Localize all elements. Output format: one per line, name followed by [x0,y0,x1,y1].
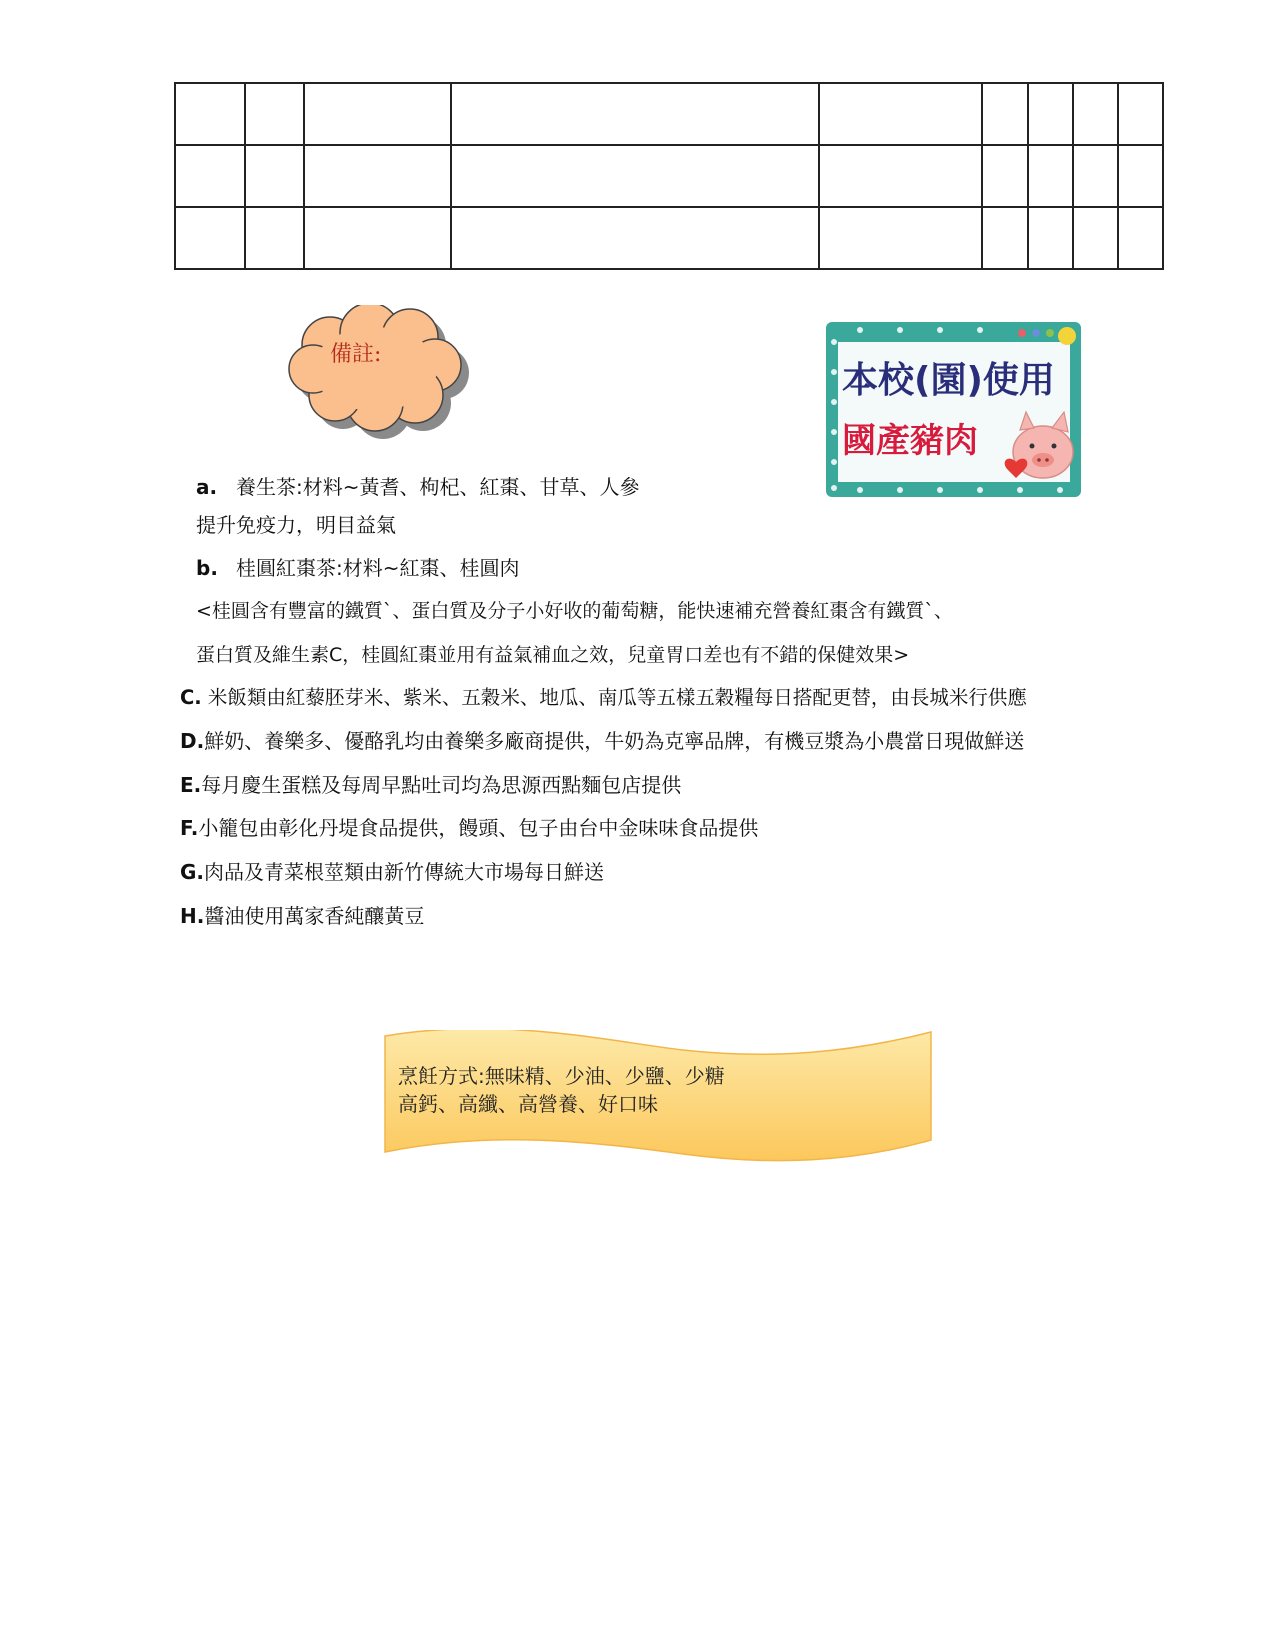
note-prefix: H. [180,904,205,928]
note-b [196,555,520,581]
note-text: 小籠包由彰化丹堤食品提供，饅頭、包子由台中金味味食品提供 [198,816,759,840]
note-e [180,772,681,798]
table-cell [304,207,450,269]
table-row [175,83,1163,145]
note-prefix: F. [180,816,199,840]
note-h [180,903,424,929]
cooking-line1: 烹飪方式:無味精、少油、少鹽、少糖 [398,1064,725,1088]
table-cell [982,83,1027,145]
table-cell [451,207,819,269]
cooking-text [398,1062,725,1118]
note-a [196,474,640,500]
note-d [180,728,1024,754]
table-cell [304,83,450,145]
table-cell [451,145,819,207]
note-prefix: b. [196,556,218,580]
badge-line1: 本校(園)使用 [842,360,1055,401]
table-cell [982,145,1027,207]
note-text: 每月慶生蛋糕及每周早點吐司均為思源西點麵包店提供 [201,773,682,797]
note-text: 養生茶:材料~黃耆、枸杞、紅棗、甘草、人參 [236,475,640,499]
table-cell [304,145,450,207]
note-text: 醬油使用萬家香純釀黃豆 [204,904,425,928]
note-prefix: D. [180,729,205,753]
table-cell [1118,83,1163,145]
note-text: 肉品及青菜根莖類由新竹傳統大市場每日鮮送 [204,860,605,884]
table-cell [175,207,245,269]
remarks-cloud [285,305,480,440]
remarks-title: 備註: [330,342,382,367]
table-cell [175,83,245,145]
table-cell [245,207,304,269]
note-text: 米飯類由紅藜胚芽米、紫米、五穀米、地瓜、南瓜等五樣五穀糧每日搭配更替，由長城米行供應 [201,686,1027,709]
table-cell [982,207,1027,269]
badge-line2: 國產豬肉 [842,421,978,461]
table-row [175,145,1163,207]
table-cell [245,83,304,145]
note-text: 提升免疫力，明目益氣 [196,513,396,537]
note-text: 桂圓紅棗茶:材料~紅棗、桂圓肉 [236,556,520,580]
table-cell [819,207,982,269]
table-cell [1028,83,1073,145]
cloud-shape [285,305,480,440]
note-prefix: E. [180,773,202,797]
table-cell [1118,145,1163,207]
table-cell [1073,83,1118,145]
table-cell [1028,145,1073,207]
note-f [180,815,758,841]
note-g [180,859,604,885]
note-c [180,685,1027,711]
note-text: 鮮奶、養樂多、優酪乳均由養樂多廠商提供，牛奶為克寧品牌，有機豆漿為小農當日現做鮮送 [204,729,1025,753]
table-row [175,207,1163,269]
note-text: <桂圓含有豐富的鐵質`、蛋白質及分子小好收的葡萄糖，能快速補充營養紅棗含有鐵質`、 [196,600,953,622]
note-prefix: G. [180,860,205,884]
note-b-detail-1 [196,598,953,624]
cooking-line2: 高鈣、高纖、高營養、好口味 [398,1092,658,1116]
menu-table [174,82,1164,270]
table-cell [1118,207,1163,269]
table-cell [451,83,819,145]
note-text: 蛋白質及維生素C，桂圓紅棗並用有益氣補血之效，兒童胃口差也有不錯的保健效果> [196,644,910,666]
note-prefix: C. [180,686,202,709]
table-cell [819,145,982,207]
note-a-detail [196,512,396,538]
domestic-pork-badge [820,312,1092,514]
note-b-detail-2 [196,642,909,668]
note-prefix: a. [196,475,218,499]
table-cell [819,83,982,145]
table-cell [1073,145,1118,207]
table-cell [1073,207,1118,269]
table-cell [245,145,304,207]
table-cell [1028,207,1073,269]
table-cell [175,145,245,207]
